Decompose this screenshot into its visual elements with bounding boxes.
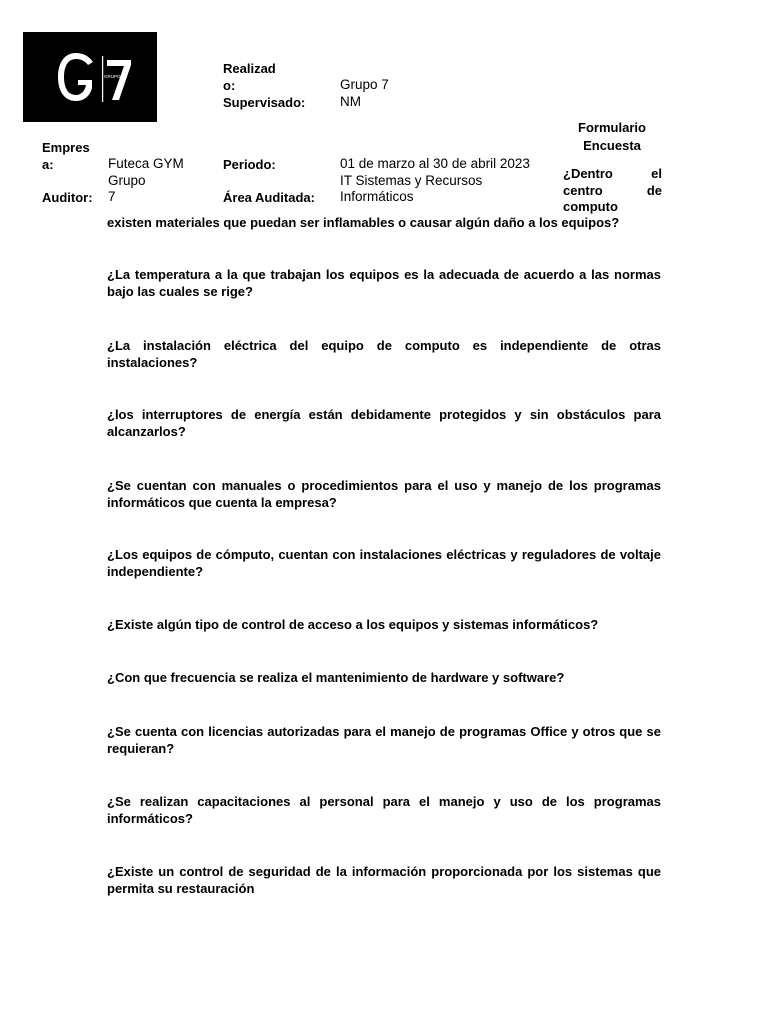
- auditor-value-2: 7: [108, 189, 116, 204]
- auditor-value-1: Grupo: [108, 173, 146, 188]
- question-1-start-2: centro de: [563, 183, 662, 198]
- empresa-value: Futeca GYM: [108, 156, 184, 171]
- supervisado-value: NM: [340, 94, 361, 109]
- question-9: ¿Se cuenta con licencias autorizadas para el manejo de programas Office y otros que se requieran?: [107, 724, 661, 756]
- area-value-1: IT Sistemas y Recursos: [340, 173, 483, 188]
- supervisado-label: Supervisado:: [223, 95, 306, 110]
- question-2: ¿La temperatura a la que trabajan los equipos es la adecuada de acuerdo a las normas bajo las cuales se rige?: [107, 267, 661, 299]
- periodo-label: Periodo:: [223, 157, 276, 172]
- question-10: ¿Se realizan capacitaciones al personal para el manejo y uso de los programas informáticos?: [107, 794, 661, 826]
- question-1-start-3: computo: [563, 199, 618, 214]
- empresa-label-2: a:: [42, 157, 54, 172]
- realizado-label-1: Realizad: [223, 61, 276, 76]
- question-1-start-1: ¿Dentro el: [563, 166, 662, 181]
- form-title-2: Encuesta: [583, 138, 641, 153]
- empresa-label-1: Empres: [42, 140, 90, 155]
- area-value-2: Informáticos: [340, 189, 414, 204]
- periodo-value: 01 de marzo al 30 de abril 2023: [340, 156, 530, 171]
- area-label: Área Auditada:: [223, 190, 315, 205]
- question-4: ¿los interruptores de energía están debidamente protegidos y sin obstáculos para alcanzarlos?: [107, 407, 661, 439]
- question-5: ¿Se cuentan con manuales o procedimientos para el uso y manejo de los programas informáticos que cuenta la empresa?: [107, 478, 661, 510]
- realizado-value: Grupo 7: [340, 77, 389, 92]
- logo-subtitle: GRUPO 7: [104, 74, 125, 79]
- question-6: ¿Los equipos de cómputo, cuentan con instalaciones eléctricas y reguladores de voltaje independiente?: [107, 547, 661, 579]
- question-1: existen materiales que puedan ser inflamables o causar algún daño a los equipos?: [107, 215, 620, 230]
- question-8: ¿Con que frecuencia se realiza el mantenimiento de hardware y software?: [107, 670, 565, 685]
- realizado-label-2: o:: [223, 78, 236, 93]
- question-3: ¿La instalación eléctrica del equipo de computo es independiente de otras instalaciones?: [107, 338, 661, 370]
- g7-logo-icon: [23, 32, 157, 122]
- question-7: ¿Existe algún tipo de control de acceso a los equipos y sistemas informáticos?: [107, 617, 599, 632]
- form-title-1: Formulario: [578, 120, 646, 135]
- question-11: ¿Existe un control de seguridad de la información proporcionada por los sistemas que permita su restauración: [107, 864, 661, 896]
- company-logo: [23, 32, 157, 122]
- auditor-label: Auditor:: [42, 190, 93, 205]
